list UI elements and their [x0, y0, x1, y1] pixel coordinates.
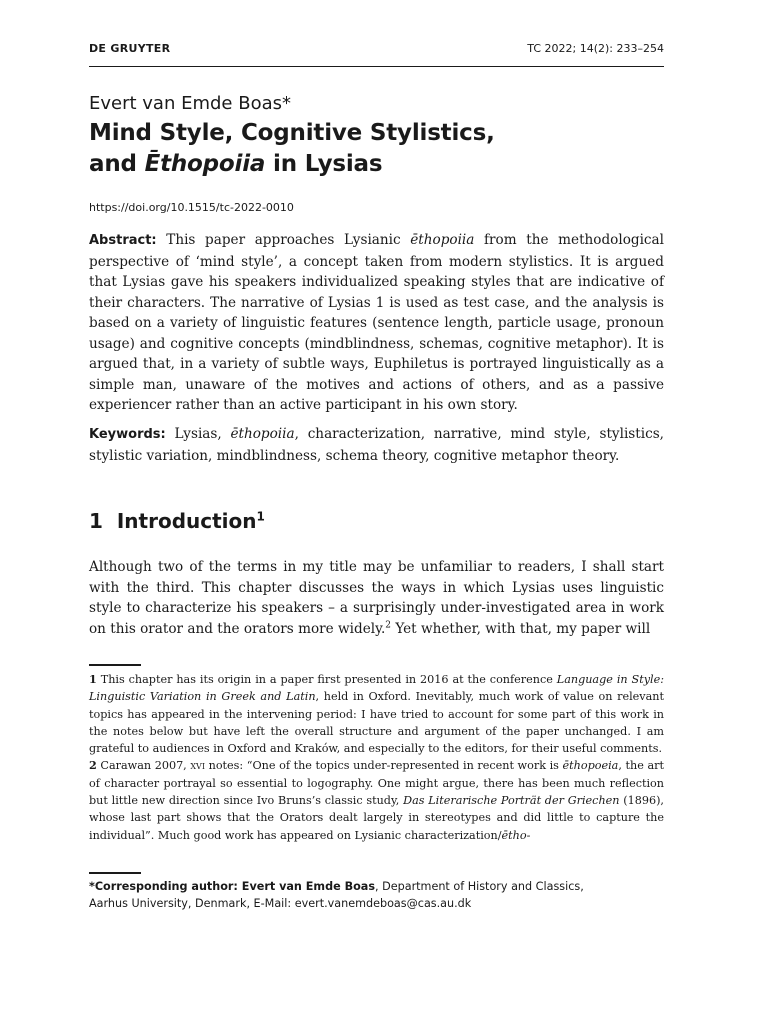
- title-line-2-post: in Lysias: [265, 151, 383, 177]
- keywords: [89, 424, 664, 466]
- keywords-italic-a: ēthopoiia: [230, 426, 295, 442]
- corresponding-text-b: Aarhus University, Denmark, E-Mail: evert.vanemdeboas@cas.au.dk: [89, 897, 472, 911]
- section-number: 1: [89, 509, 103, 533]
- footnote-2-italic-2: Das Literarische Porträt der Griechen: [403, 794, 620, 808]
- journal-citation: TC 2022; 14(2): 233–254: [527, 42, 664, 55]
- title-line-1: Mind Style, Cognitive Stylistics,: [89, 120, 495, 146]
- section-heading: [89, 509, 265, 533]
- abstract-text-b: from the methodological perspective of ‘mind style’, a concept taken from modern stylistics. It is argued that Lysias gave his speakers individualized speaking styles that are indicative of their characters. The narrative of Lysias 1 is used as test case, and the analysis is based on a variety of linguistic features (sentence length, particle usage, pronoun usage) and cognitive concepts (mindblindness, schemas, cognitive metaphor). It is argued that, in a variety of subtle ways, Euphiletus is portrayed linguistically as a simple man, unaware of the motives and actions of others, and as a passive experiencer rather than an active participant in his own story.: [89, 232, 664, 413]
- article-title: [89, 118, 495, 180]
- intro-paragraph: [89, 557, 664, 639]
- intro-text-a: Although two of the terms in my title may be unfamiliar to readers, I shall start with the third. This chapter discusses the ways in which Lysias uses linguistic style to characterize his speakers – a surprisingly under-investigated area in work on this orator and the orators more widely.: [89, 559, 664, 637]
- footnote-ref-1[interactable]: 1: [256, 509, 265, 524]
- footnote-1: [89, 671, 664, 757]
- title-line-2-italic: Ēthopoiia: [144, 151, 266, 177]
- footnote-2-text-a: Carawan 2007,: [96, 759, 191, 773]
- footnote-1-text-b: , held in Oxford. Inevitably, much work of value on relevant topics has appeared in the intervening period: I have tried to account for some part of this work in the notes below but have left the overall structure and argument of the paper unchanged. I am grateful to audiences in Oxford and Kraków, and especially to the editors, for their useful comments.: [89, 690, 664, 756]
- title-line-2-pre: and: [89, 151, 145, 177]
- footnote-rule: [89, 664, 141, 666]
- footnote-2-number: 2: [89, 758, 97, 773]
- footnote-1-italic: Language in Style: Linguistic Variation in Greek and Latin: [89, 673, 664, 704]
- footnote-2-italic-3: ētho-: [501, 828, 531, 842]
- running-header: [89, 42, 664, 60]
- keywords-label: Keywords:: [89, 427, 166, 442]
- corresponding-author: [89, 878, 664, 913]
- abstract-italic-a: ēthopoiia: [410, 232, 475, 248]
- abstract-label: Abstract:: [89, 233, 157, 248]
- section-title: Introduction: [116, 509, 257, 533]
- footnote-2: [89, 757, 664, 843]
- corresponding-text-a: , Department of History and Classics,: [375, 880, 584, 893]
- footnote-1-text-a: This chapter has its origin in a paper first presented in 2016 at the conference: [96, 673, 557, 686]
- corresponding-label: *Corresponding author: Evert van Emde Boas: [89, 880, 375, 893]
- footnote-2-text-b: notes: “One of the topics under-represented in recent work is: [205, 759, 563, 773]
- doi-link[interactable]: https://doi.org/10.1515/tc-2022-0010: [89, 201, 294, 214]
- header-rule: [89, 66, 664, 67]
- footnote-1-number: 1: [89, 672, 97, 686]
- corresponding-rule: [89, 872, 141, 874]
- footnote-2-smallcaps: xvi: [190, 759, 205, 773]
- keywords-text-a: Lysias,: [165, 426, 231, 442]
- abstract: [89, 230, 664, 416]
- publisher-name: DE GRUYTER: [89, 42, 171, 55]
- footnotes: [89, 671, 664, 844]
- footnote-2-text-d: (1896), whose last part shows that the Orators dealt largely in stereotypes and did little to capture the individual”. Much good work has appeared on Lysianic characterization/: [89, 794, 664, 842]
- footnote-2-text-c: , the art of character portrayal so essential to logography. One might argue, there has been much reflection but little new direction since Ivo Bruns’s classic study,: [89, 759, 664, 808]
- footnote-2-italic-1: ēthopoeia: [562, 759, 619, 773]
- abstract-text-a: This paper approaches Lysianic: [156, 232, 411, 248]
- author-name: Evert van Emde Boas*: [89, 93, 291, 114]
- keywords-text-b: , characterization, narrative, mind style, stylistics, stylistic variation, mindblindness, schema theory, cognitive metaphor theory.: [89, 426, 664, 464]
- intro-text-b: Yet whether, with that, my paper will: [391, 620, 651, 637]
- footnote-ref-2[interactable]: 2: [385, 619, 392, 630]
